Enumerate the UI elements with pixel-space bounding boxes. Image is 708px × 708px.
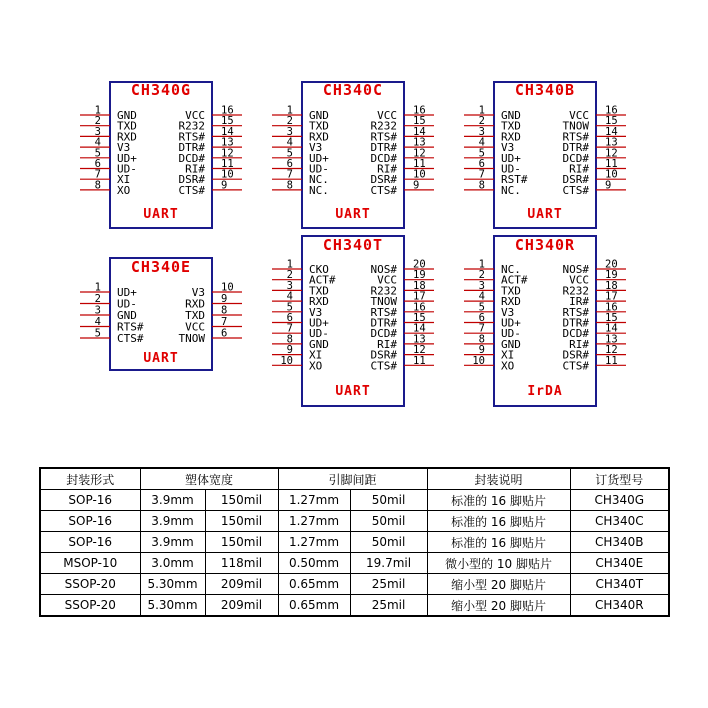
pin-name-left: RST# bbox=[501, 173, 528, 187]
pin-number-right: 9 bbox=[221, 179, 228, 192]
pin-name-left: UD+ bbox=[501, 316, 521, 330]
table-cell: SOP-16 bbox=[40, 532, 140, 553]
pin-name-left: RXD bbox=[501, 295, 521, 309]
pin-name-right: CTS# bbox=[370, 183, 397, 197]
pin-name-right: DCD# bbox=[562, 151, 589, 165]
chip-title: CH340E bbox=[130, 258, 192, 276]
table-cell: 150mil bbox=[205, 532, 278, 553]
table-cell: 标准的 16 脚贴片 bbox=[427, 490, 570, 511]
pin-number-right: 12 bbox=[413, 147, 426, 160]
pin-name-right: CTS# bbox=[562, 359, 589, 373]
pin-name-left: XO bbox=[501, 359, 515, 373]
table-row bbox=[40, 490, 669, 511]
pin-number-right: 18 bbox=[413, 279, 426, 292]
pin-name-right: R232 bbox=[178, 119, 205, 133]
pin-number-left: 7 bbox=[286, 168, 293, 181]
table-cell: 0.65mm bbox=[278, 574, 350, 595]
pin-number-left: 4 bbox=[94, 316, 101, 328]
pin-number-right: 16 bbox=[413, 301, 426, 314]
pin-number-right: 13 bbox=[413, 333, 426, 346]
pin-name-left: XI bbox=[501, 348, 515, 362]
pin-number-left: 3 bbox=[286, 279, 293, 292]
pin-number-left: 2 bbox=[94, 293, 101, 305]
pin-name-right: DSR# bbox=[562, 173, 589, 187]
pin-name-right: RI# bbox=[569, 162, 589, 176]
table-row bbox=[40, 511, 669, 532]
table-cell: 5.30mm bbox=[140, 595, 205, 617]
pin-number-left: 8 bbox=[286, 179, 293, 192]
pin-number-left: 5 bbox=[94, 147, 101, 160]
chip-footer: UART bbox=[143, 207, 179, 222]
pin-number-right: 17 bbox=[605, 290, 618, 303]
pin-number-left: 7 bbox=[286, 322, 293, 335]
pin-number-right: 15 bbox=[605, 115, 618, 128]
pin-number-right: 9 bbox=[413, 179, 420, 192]
chip-title: CH340T bbox=[322, 236, 384, 254]
pin-number-right: 14 bbox=[605, 322, 618, 335]
pin-name-left: RTS# bbox=[117, 320, 144, 334]
pin-name-right: VCC bbox=[185, 109, 205, 122]
package-spec-table bbox=[39, 467, 670, 617]
table-cell: 50mil bbox=[350, 490, 427, 511]
chip-ch340t bbox=[272, 236, 434, 406]
pin-number-left: 6 bbox=[478, 158, 485, 170]
pin-number-right: 18 bbox=[605, 279, 618, 292]
table-cell: 209mil bbox=[205, 595, 278, 617]
pin-number-right: 6 bbox=[221, 327, 228, 340]
pin-number-right: 13 bbox=[221, 136, 234, 149]
pin-number-left: 4 bbox=[286, 290, 293, 303]
pin-name-right: RXD bbox=[185, 297, 205, 311]
pin-name-right: DSR# bbox=[562, 348, 589, 362]
pin-name-left: UD- bbox=[117, 162, 137, 176]
pin-number-left: 3 bbox=[478, 279, 485, 292]
pin-name-left: TXD bbox=[309, 284, 329, 298]
pin-number-left: 1 bbox=[478, 258, 485, 271]
pin-name-left: TXD bbox=[501, 284, 521, 298]
pin-number-right: 15 bbox=[413, 115, 426, 128]
pin-name-right: TNOW bbox=[370, 295, 397, 309]
pin-number-left: 7 bbox=[94, 168, 101, 181]
pin-name-left: NC. bbox=[501, 183, 521, 197]
table-cell: SOP-16 bbox=[40, 511, 140, 532]
pin-number-right: 9 bbox=[221, 293, 228, 305]
pin-number-left: 5 bbox=[286, 301, 293, 314]
pin-number-right: 20 bbox=[413, 258, 426, 271]
table-cell: CH340B bbox=[570, 532, 669, 553]
chip-footer: IrDA bbox=[527, 384, 563, 399]
table-cell: SSOP-20 bbox=[40, 595, 140, 617]
pin-name-right: VCC bbox=[377, 109, 397, 122]
table-cell: 缩小型 20 脚贴片 bbox=[427, 574, 570, 595]
pin-name-left: RXD bbox=[501, 130, 521, 144]
chip-ch340e bbox=[80, 258, 242, 370]
header-pin-pitch: 引脚间距 bbox=[278, 468, 427, 490]
table-cell: 19.7mil bbox=[350, 553, 427, 574]
pin-number-right: 14 bbox=[605, 125, 618, 138]
pin-number-left: 2 bbox=[286, 115, 293, 128]
pin-name-left: RXD bbox=[309, 130, 329, 144]
pin-number-left: 2 bbox=[478, 115, 485, 128]
chip-ch340b bbox=[464, 81, 626, 228]
chip-ch340g bbox=[80, 81, 242, 228]
table-cell: 微小型的 10 脚贴片 bbox=[427, 553, 570, 574]
pin-name-right: RTS# bbox=[562, 130, 589, 144]
pin-number-left: 6 bbox=[478, 312, 485, 324]
pin-name-left: NC. bbox=[309, 183, 329, 197]
table-cell: 1.27mm bbox=[278, 511, 350, 532]
pin-name-left: V3 bbox=[501, 141, 515, 155]
pin-number-right: 11 bbox=[605, 158, 618, 170]
table-cell: 209mil bbox=[205, 574, 278, 595]
chip-title: CH340G bbox=[130, 81, 192, 99]
table-cell: 50mil bbox=[350, 532, 427, 553]
pin-name-left: XI bbox=[309, 348, 323, 362]
pin-name-right: DCD# bbox=[370, 327, 397, 341]
pin-number-right: 19 bbox=[413, 269, 426, 282]
pin-name-left: CTS# bbox=[117, 332, 144, 345]
pin-name-left: GND bbox=[501, 109, 521, 122]
table-cell: CH340G bbox=[570, 490, 669, 511]
pin-number-right: 10 bbox=[221, 168, 234, 181]
chip-ch340r bbox=[464, 236, 626, 406]
pin-name-right: CTS# bbox=[178, 183, 205, 197]
pin-name-left: TXD bbox=[117, 119, 137, 133]
pin-name-left: UD+ bbox=[309, 151, 329, 165]
table-cell: 150mil bbox=[205, 490, 278, 511]
pin-name-right: V3 bbox=[191, 286, 205, 299]
pin-number-right: 10 bbox=[413, 168, 426, 181]
pin-number-left: 3 bbox=[94, 125, 101, 138]
pin-number-right: 17 bbox=[413, 290, 426, 303]
pin-name-right: VCC bbox=[569, 273, 589, 287]
pin-name-right: RTS# bbox=[178, 130, 205, 144]
pin-name-right: DTR# bbox=[178, 141, 205, 155]
pin-number-right: 13 bbox=[413, 136, 426, 149]
pin-number-left: 7 bbox=[478, 168, 485, 181]
table-cell: 5.30mm bbox=[140, 574, 205, 595]
pin-number-left: 4 bbox=[286, 136, 293, 149]
pin-number-left: 1 bbox=[94, 104, 101, 117]
pin-number-left: 8 bbox=[478, 333, 485, 346]
pin-number-right: 10 bbox=[221, 281, 234, 294]
pin-number-left: 5 bbox=[94, 327, 101, 340]
pin-number-right: 19 bbox=[605, 269, 618, 282]
pin-name-right: VCC bbox=[377, 273, 397, 287]
pin-number-left: 8 bbox=[94, 179, 101, 192]
pin-number-left: 1 bbox=[286, 104, 293, 117]
pin-number-right: 8 bbox=[221, 304, 228, 317]
pin-number-left: 5 bbox=[478, 301, 485, 314]
table-row bbox=[40, 595, 669, 617]
pin-number-right: 12 bbox=[605, 344, 618, 357]
table-cell: 25mil bbox=[350, 595, 427, 617]
table-cell: SOP-16 bbox=[40, 490, 140, 511]
pin-name-right: DSR# bbox=[370, 348, 397, 362]
table-cell: 0.50mm bbox=[278, 553, 350, 574]
pin-name-right: DTR# bbox=[562, 141, 589, 155]
chip-footer: UART bbox=[335, 384, 371, 399]
pin-number-left: 6 bbox=[94, 158, 101, 170]
pin-name-right: VCC bbox=[185, 320, 205, 334]
chip-ch340c bbox=[272, 81, 434, 228]
pin-number-left: 7 bbox=[478, 322, 485, 335]
pin-name-left: V3 bbox=[309, 305, 323, 319]
chip-footer: UART bbox=[527, 207, 563, 222]
pin-number-left: 3 bbox=[286, 125, 293, 138]
pin-number-left: 3 bbox=[94, 304, 101, 317]
pin-number-right: 15 bbox=[413, 312, 426, 324]
pin-name-left: GND bbox=[117, 109, 137, 122]
pin-number-right: 12 bbox=[605, 147, 618, 160]
pin-name-right: DCD# bbox=[178, 151, 205, 165]
table-cell: 3.9mm bbox=[140, 490, 205, 511]
pin-name-left: UD+ bbox=[117, 151, 137, 165]
pin-name-right: RI# bbox=[569, 337, 589, 351]
pin-number-right: 11 bbox=[413, 158, 426, 170]
table-cell: 118mil bbox=[205, 553, 278, 574]
table-row bbox=[40, 553, 669, 574]
pin-number-right: 11 bbox=[605, 354, 618, 367]
pin-number-right: 12 bbox=[413, 344, 426, 357]
pin-name-right: CTS# bbox=[370, 359, 397, 373]
pin-name-right: DSR# bbox=[370, 173, 397, 187]
pin-name-right: DCD# bbox=[562, 327, 589, 341]
pin-number-right: 12 bbox=[221, 147, 234, 160]
pin-number-left: 1 bbox=[286, 258, 293, 271]
pin-number-right: 9 bbox=[605, 179, 612, 192]
pin-number-right: 13 bbox=[605, 136, 618, 149]
pin-number-left: 1 bbox=[478, 104, 485, 117]
chip-footer: UART bbox=[143, 351, 179, 366]
pin-number-left: 10 bbox=[280, 354, 293, 367]
header-package-type: 封装形式 bbox=[40, 468, 140, 490]
table-cell: 3.9mm bbox=[140, 532, 205, 553]
table-header-row bbox=[40, 468, 669, 490]
pin-name-left: ACT# bbox=[309, 273, 336, 287]
pin-name-right: DTR# bbox=[370, 141, 397, 155]
pin-name-left: XI bbox=[117, 173, 131, 187]
pin-number-right: 11 bbox=[413, 354, 426, 367]
table-cell: 0.65mm bbox=[278, 595, 350, 617]
pin-name-left: UD- bbox=[501, 327, 521, 341]
pin-number-right: 7 bbox=[221, 316, 228, 328]
pin-number-right: 13 bbox=[605, 333, 618, 346]
pin-name-right: TNOW bbox=[562, 119, 589, 133]
pin-name-left: UD+ bbox=[309, 316, 329, 330]
table-cell: 3.9mm bbox=[140, 511, 205, 532]
pin-name-left: UD- bbox=[309, 327, 329, 341]
chip-title: CH340R bbox=[514, 236, 576, 254]
pin-number-right: 10 bbox=[605, 168, 618, 181]
pin-name-right: NOS# bbox=[562, 263, 589, 276]
pin-name-left: CKO bbox=[309, 263, 329, 276]
pin-number-left: 6 bbox=[286, 312, 293, 324]
table-cell: CH340T bbox=[570, 574, 669, 595]
chip-title: CH340C bbox=[322, 81, 384, 99]
pin-name-right: DTR# bbox=[562, 316, 589, 330]
pin-number-right: 20 bbox=[605, 258, 618, 271]
header-body-width: 塑体宽度 bbox=[140, 468, 278, 490]
pin-name-left: GND bbox=[309, 109, 329, 122]
table-cell: 25mil bbox=[350, 574, 427, 595]
pin-name-right: DSR# bbox=[178, 173, 205, 187]
pin-number-right: 16 bbox=[221, 104, 234, 117]
pin-number-right: 14 bbox=[221, 125, 234, 138]
pin-number-left: 6 bbox=[286, 158, 293, 170]
header-package-description: 封装说明 bbox=[427, 468, 570, 490]
pin-number-left: 5 bbox=[286, 147, 293, 160]
table-cell: 1.27mm bbox=[278, 490, 350, 511]
pin-number-right: 16 bbox=[605, 301, 618, 314]
table-row bbox=[40, 574, 669, 595]
pin-number-right: 16 bbox=[605, 104, 618, 117]
pin-name-right: DTR# bbox=[370, 316, 397, 330]
table-cell: MSOP-10 bbox=[40, 553, 140, 574]
pin-number-left: 1 bbox=[94, 281, 101, 294]
pin-name-right: VCC bbox=[569, 109, 589, 122]
pin-number-right: 14 bbox=[413, 125, 426, 138]
chip-footer: UART bbox=[335, 207, 371, 222]
pin-number-left: 9 bbox=[478, 344, 485, 357]
pin-name-right: R232 bbox=[370, 119, 397, 133]
chip-title: CH340B bbox=[514, 81, 576, 99]
pin-number-right: 16 bbox=[413, 104, 426, 117]
pin-number-left: 4 bbox=[478, 136, 485, 149]
pin-name-left: XO bbox=[117, 183, 131, 197]
pin-number-right: 15 bbox=[605, 312, 618, 324]
pin-name-left: TXD bbox=[501, 119, 521, 133]
pin-number-left: 10 bbox=[472, 354, 485, 367]
pin-name-left: RXD bbox=[309, 295, 329, 309]
pin-name-left: V3 bbox=[117, 141, 131, 155]
pin-name-left: XO bbox=[309, 359, 323, 373]
pin-name-left: UD+ bbox=[501, 151, 521, 165]
pin-number-left: 2 bbox=[478, 269, 485, 282]
pin-number-right: 15 bbox=[221, 115, 234, 128]
pin-name-left: NC. bbox=[309, 173, 329, 187]
pin-name-right: DCD# bbox=[370, 151, 397, 165]
pin-name-right: NOS# bbox=[370, 263, 397, 276]
table-cell: CH340R bbox=[570, 595, 669, 617]
pin-name-right: R232 bbox=[370, 284, 397, 298]
pin-name-left: UD+ bbox=[117, 286, 137, 299]
pin-number-left: 3 bbox=[478, 125, 485, 138]
pin-name-left: TXD bbox=[309, 119, 329, 133]
pin-name-right: RTS# bbox=[562, 305, 589, 319]
pin-name-right: TXD bbox=[185, 309, 205, 322]
pin-number-left: 4 bbox=[94, 136, 101, 149]
pin-name-left: V3 bbox=[501, 305, 515, 319]
pin-number-left: 4 bbox=[478, 290, 485, 303]
table-cell: 缩小型 20 脚贴片 bbox=[427, 595, 570, 617]
pin-number-left: 8 bbox=[478, 179, 485, 192]
pin-name-left: UD- bbox=[309, 162, 329, 176]
pin-number-left: 2 bbox=[286, 269, 293, 282]
pin-name-right: RI# bbox=[185, 162, 205, 176]
pin-name-right: RTS# bbox=[370, 130, 397, 144]
pin-name-left: ACT# bbox=[501, 273, 528, 287]
table-cell: 标准的 16 脚贴片 bbox=[427, 511, 570, 532]
pin-name-left: RXD bbox=[117, 130, 137, 144]
pin-name-right: RI# bbox=[377, 337, 397, 351]
pin-number-left: 2 bbox=[94, 115, 101, 128]
pin-name-left: GND bbox=[501, 337, 521, 351]
pin-name-right: TNOW bbox=[178, 332, 205, 345]
table-cell: SSOP-20 bbox=[40, 574, 140, 595]
table-cell: 150mil bbox=[205, 511, 278, 532]
table-row bbox=[40, 532, 669, 553]
pin-name-right: CTS# bbox=[562, 183, 589, 197]
pin-name-right: RTS# bbox=[370, 305, 397, 319]
table-cell: 50mil bbox=[350, 511, 427, 532]
table-cell: CH340E bbox=[570, 553, 669, 574]
pin-number-left: 8 bbox=[286, 333, 293, 346]
table-cell: 3.0mm bbox=[140, 553, 205, 574]
pin-name-right: IR# bbox=[569, 295, 589, 309]
pin-name-left: UD- bbox=[501, 162, 521, 176]
pin-name-left: GND bbox=[309, 337, 329, 351]
pin-name-left: UD- bbox=[117, 297, 137, 311]
table-cell: CH340C bbox=[570, 511, 669, 532]
pin-number-right: 11 bbox=[221, 158, 234, 170]
pin-number-left: 5 bbox=[478, 147, 485, 160]
table-cell: 1.27mm bbox=[278, 532, 350, 553]
pin-name-left: V3 bbox=[309, 141, 323, 155]
pin-name-left: GND bbox=[117, 309, 137, 322]
pin-name-right: R232 bbox=[562, 284, 589, 298]
pin-name-left: NC. bbox=[501, 263, 521, 276]
table-cell: 标准的 16 脚贴片 bbox=[427, 532, 570, 553]
header-order-model: 订货型号 bbox=[570, 468, 669, 490]
pin-name-right: RI# bbox=[377, 162, 397, 176]
pin-number-right: 14 bbox=[413, 322, 426, 335]
pin-number-left: 9 bbox=[286, 344, 293, 357]
